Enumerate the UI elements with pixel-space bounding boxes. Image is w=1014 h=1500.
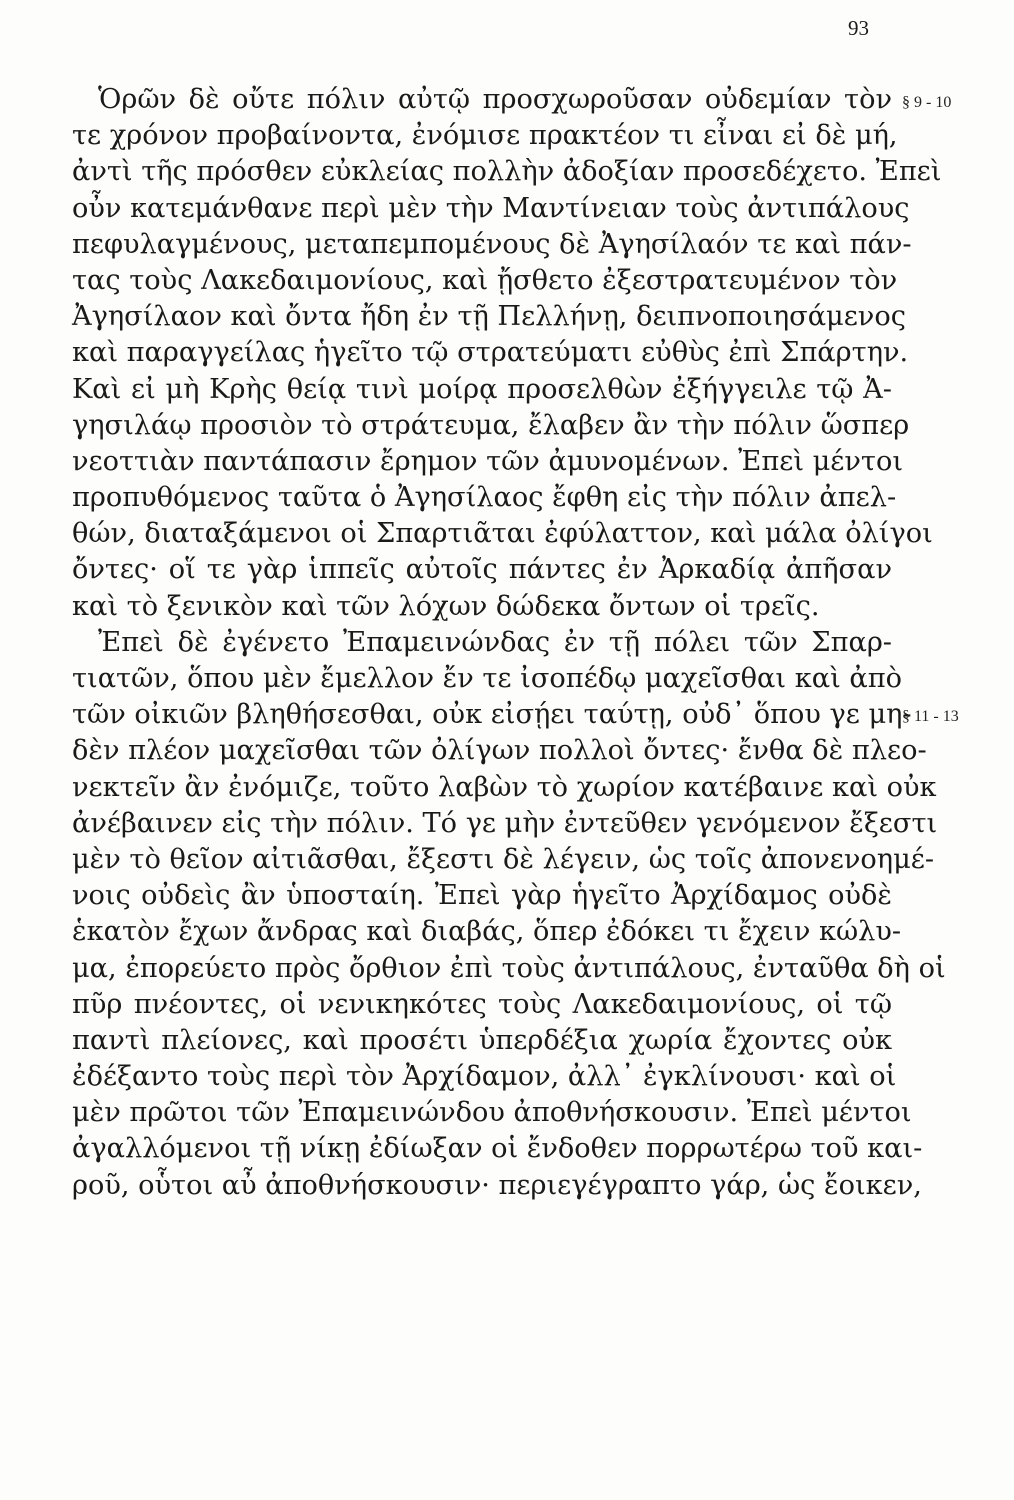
text-line: γησιλάῳ προσιὸν τὸ στράτευμα, ἔλαβεν ἂν τὴν πόλιν ὥσπερ [72,409,910,441]
text-line: οὖν κατεμάνθανε περὶ μὲν τὴν Μαντίνειαν τοὺς ἀντιπάλους [72,192,910,224]
text-line: θών, διαταξάμενοι οἱ Σπαρτιᾶται ἐφύλαττον, καὶ μάλα ὀλίγοι [72,518,933,550]
text-line: νοις οὐδεὶς ἂν ὑποσταίη. Ἐπεὶ γὰρ ἡγεῖτο Ἀρχίδαμος οὐδὲ [72,880,892,912]
page-number: 93 [848,16,869,40]
text-line: παντὶ πλείονες, καὶ προσέτι ὑπερδέξια χωρία ἔχοντες οὐκ [72,1024,892,1056]
text-line: καὶ τὸ ξενικὸν καὶ τῶν λόχων δώδεκα ὄντων οἱ τρεῖς. [72,590,820,622]
text-line: προπυθόμενος ταῦτα ὁ Ἀγησίλαος ἔφθη εἰς τὴν πόλιν ἀπελ- [72,482,897,514]
text-line: Ἐπεὶ δὲ ἐγένετο Ἐπαμεινώνδας ἐν τῇ πόλει τῶν Σπαρ- [98,626,892,658]
text-line: ἀνέβαινεν εἰς τὴν πόλιν. Τό γε μὴν ἐντεῦθεν γενόμενον ἔξεστι [72,807,938,839]
text-line: νεκτεῖν ἂν ἐνόμιζε, τοῦτο λαβὼν τὸ χωρίον κατέβαινε καὶ οὐκ [72,771,937,803]
text-line: ὄντες· οἵ τε γὰρ ἱππεῖς αὐτοῖς πάντες ἐν Ἀρκαδίᾳ ἀπῆσαν [72,554,892,586]
text-line: ροῦ, οὗτοι αὖ ἀποθνήσκουσιν· περιεγέγραπτο γάρ, ὡς ἔοικεν, [72,1169,922,1201]
text-line: ἀγαλλόμενοι τῇ νίκῃ ἐδίωξαν οἱ ἔνδοθεν πορρωτέρω τοῦ και- [72,1133,923,1165]
text-line: ἐδέξαντο τοὺς περὶ τὸν Ἀρχίδαμον, ἀλλ᾽ ἐγκλίνουσι· καὶ οἱ [72,1061,897,1093]
text-line: Ὁρῶν δὲ οὔτε πόλιν αὐτῷ προσχωροῦσαν οὐδεμίαν τὸν [98,84,892,115]
text-line: πεφυλαγμένους, μεταπεμπομένους δὲ Ἀγησίλαόν τε καὶ πάν- [72,228,912,260]
text-line: δὲν πλέον μαχεῖσθαι τῶν ὀλίγων πολλοὶ ὄντες· ἔνθα δὲ πλεο- [72,735,927,767]
text-line: μὲν τὸ θεῖον αἰτιᾶσθαι, ἔξεστι δὲ λέγειν, ὡς τοῖς ἀπονενοημέ- [72,843,935,875]
text-line: τας τοὺς Λακεδαιμονίους, καὶ ᾔσθετο ἐξεστρατευμένον τὸν [72,264,898,296]
text-line: μα, ἐπορεύετο πρὸς ὄρθιον ἐπὶ τοὺς ἀντιπάλους, ἐνταῦθα δὴ οἱ [72,952,946,984]
text-line: Καὶ εἰ μὴ Κρὴς θείᾳ τινὶ μοίρᾳ προσελθὼν ἐξήγγειλε τῷ Ἀ- [72,373,892,405]
text-line: τιατῶν, ὅπου μὲν ἔμελλον ἔν τε ἰσοπέδῳ μαχεῖσθαι καὶ ἀπὸ [72,663,902,694]
text-line: ἀντὶ τῆς πρόσθεν εὐκλείας πολλὴν ἀδοξίαν προσεδέχετο. Ἐπεὶ [72,156,942,188]
text-line: ἑκατὸν ἔχων ἄνδρας καὶ διαβάς, ὅπερ ἐδόκει τι ἔχειν κώλυ- [72,916,902,948]
text-line: μὲν πρῶτοι τῶν Ἐπαμεινώνδου ἀποθνήσκουσιν. Ἐπεὶ μέντοι [72,1097,912,1129]
text-line: πῦρ πνέοντες, οἱ νενικηκότες τοὺς Λακεδαιμονίους, οἱ τῷ [72,988,892,1020]
text-line: τε χρόνον προβαίνοντα, ἐνόμισε πρακτέον τι εἶναι εἰ δὲ μή, [72,120,898,152]
margin-note-section-11-13: § 11 - 13 [902,708,959,725]
text-line: Ἀγησίλαον καὶ ὄντα ἤδη ἐν τῇ Πελλήνῃ, δειπνοποιησάμενος [72,301,906,333]
text-line: νεοττιὰν παντάπασιν ἔρημον τῶν ἀμυνομένων. Ἐπεὶ μέντοι [72,445,903,477]
text-line: καὶ παραγγείλας ἡγεῖτο τῷ στρατεύματι εὐθὺς ἐπὶ Σπάρτην. [72,337,909,369]
text-line: τῶν οἰκιῶν βληθήσεσθαι, οὐκ εἰσῄει ταύτῃ, οὐδ᾽ ὅπου γε μη- [72,699,912,731]
margin-note-section-9-10: § 9 - 10 [902,94,952,111]
